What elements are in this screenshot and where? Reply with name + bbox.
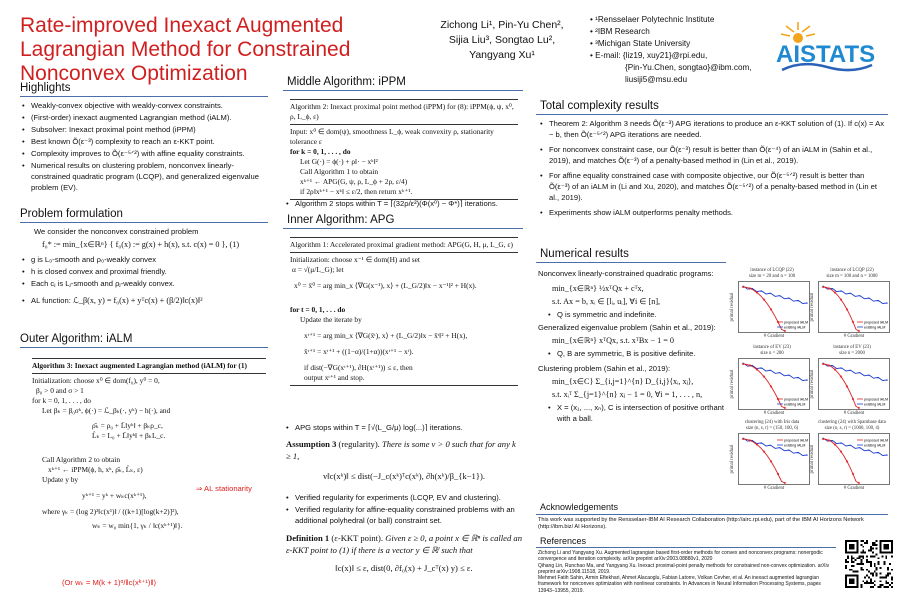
existing-ialm-line-marker: ×: [867, 295, 870, 301]
existing-ialm-line-marker: ×: [839, 440, 843, 446]
existing-ialm-line-marker: ×: [830, 285, 834, 291]
plot-caption: [812, 268, 892, 280]
rule-line: [290, 99, 518, 100]
legend-label: proposed iALM: [864, 320, 889, 325]
legend-label: existing iALM: [864, 443, 886, 448]
affiliation-item: liusiji5@msu.edu: [625, 75, 688, 84]
alg-line: xᵗ⁺¹ = arg min_x ⟨∇G(x̄ᵗ), x⟩ + (L_G/2)‖x − x̄ᵗ‖² + H(x),: [304, 331, 468, 340]
existing-ialm-line-marker: ×: [867, 447, 870, 453]
highlight-item: • Numerical results on clustering problem, nonconvex linearly-constrained quadratic program (LCQP), and generalized eigenvalue problem (EV).: [22, 160, 267, 193]
ippm-note-item: • Algorithm 2 stops within T = ⌈(32ρ/ε²)(Φ(x⁰) − Φ*)⌉ iterations.: [286, 198, 522, 209]
plot-subtitle: size m = 20 and n = 100: [748, 274, 796, 279]
author-line: Yangyang Xu¹: [469, 49, 535, 61]
aistats-logo: [772, 20, 882, 78]
ev-note: • Q, B are symmetric, B is positive definite.: [548, 348, 728, 359]
logo-lettering: AISTATS: [776, 41, 876, 68]
alg-line: Let G(·) = ϕ(·) + ρ‖· − xᵏ‖²: [300, 157, 378, 166]
plot-caption: [732, 420, 812, 432]
section-divider: [283, 228, 523, 229]
plot-x-label: # Gradient: [763, 334, 785, 339]
plot-y-label: primal residual: [810, 444, 815, 474]
definition-formula: ‖c(x)‖ ≤ ε, dist(0, ∂f₀(x) + J_cᵀ(x) y) ≤ ε.: [335, 563, 473, 573]
reference-item: Zichong Li and Yangyang Xu. Augmented lagrangian based first-order methods for convex and nonconvex programs: nonergodic convergence and iteration complexity. arXiv preprint arXiv:2003.08880v1, 2020: [538, 550, 823, 563]
poster-title: Rate-improved Inexact Augmented Lagrangian Method for Constrained Nonconvex Optimization: [20, 14, 351, 85]
convergence-plot: [738, 433, 810, 485]
clustering-heading: Clustering problem (Sahin et al., 2019):: [538, 364, 671, 373]
alg-line: Input: x⁰ ∈ dom(ψ), smoothness L_ϕ, weak convexity ρ, stationarity tolerance ε: [290, 127, 494, 146]
plot-y-label: primal residual: [730, 369, 735, 399]
alg-line: xᵏ⁺¹ ← iPPM(ϕ, h, xᵏ, ρ̂ₖ, L̂ₖ, ε): [48, 465, 143, 474]
proposed-ialm-line: [823, 287, 859, 331]
assumption-label: Assumption 3: [286, 439, 337, 449]
section-divider: [536, 114, 888, 115]
existing-ialm-line-marker: ×: [741, 283, 744, 289]
legend-label: proposed iALM: [864, 397, 889, 402]
problem-title: Problem formulation: [20, 208, 123, 220]
existing-ialm-line-marker: ×: [867, 372, 870, 378]
ev-heading: Generalized eigenvalue problem (Sahin et al., 2019):: [538, 323, 716, 332]
highlights-panel: [22, 100, 267, 194]
lcqp-note: • Q is symmetric and indefinite.: [548, 309, 728, 320]
rule-line: [290, 385, 518, 386]
lcqp-formula: min_{x∈ℝⁿ} ½xᵀQx + cᵀx,: [552, 284, 644, 293]
definition-label: Definition 1: [286, 533, 330, 543]
alg-line: yᵏ⁺¹ = yᵏ + wₖc(xᵏ⁺¹),: [82, 491, 147, 500]
numerical-title: Numerical results: [540, 248, 629, 260]
plot-x-label: # Gradient: [843, 486, 865, 491]
ack-text: This work was supported by the Rensselaer-IBM AI Research Collaboration (http://airc.rpi.edu), part of the IBM AI Horizons Network (http://ibm.biz/ AI Horizons).: [538, 517, 864, 530]
plot-legend: [857, 320, 888, 329]
plot-caption: [812, 345, 892, 357]
alg-line: x⁰ = x̄⁰ = arg min_x ⟨∇G(x⁻¹), x⟩ + (L_G/2)‖x − x⁻¹‖² + H(x).: [294, 281, 477, 290]
middle-title: Middle Algorithm: iPPM: [287, 76, 406, 88]
existing-ialm-line-marker: ×: [821, 283, 824, 289]
existing-ialm-line-marker: ×: [839, 288, 843, 294]
plot-subtitle: size (n, s, r) = (150, 100, 6): [745, 426, 799, 431]
algorithm-title: Algorithm 1: Accelerated proximal gradient method: APG(G, H, μ, L_G, ε): [290, 240, 513, 249]
existing-ialm-line-marker: ×: [821, 435, 824, 441]
section-divider: [536, 262, 726, 263]
plot-y-label: primal residual: [810, 292, 815, 322]
section-divider: [536, 547, 836, 548]
plot-legend: [777, 320, 808, 329]
alg-line: Update y by: [42, 475, 79, 484]
alg-line: Initialization: choose x⁰ ∈ dom(f₀), y⁰ = 0,: [32, 376, 160, 385]
alg-line: α = √(μ/L_G); let: [292, 265, 344, 274]
section-divider: [536, 514, 888, 515]
plot-legend: [857, 438, 888, 447]
plot-legend: [857, 397, 888, 406]
legend-label: existing iALM: [864, 402, 886, 407]
plot-subtitle: size (n, s, r) = (1000, 100, 4): [824, 426, 880, 431]
convergence-plot: [818, 281, 890, 333]
existing-ialm-line-marker: ×: [796, 297, 800, 303]
affiliation-item: • E-mail: {liz19, xuy21}@rpi.edu,: [590, 50, 765, 62]
legend-label: existing iALM: [784, 325, 806, 330]
plot-caption: [732, 345, 812, 357]
existing-ialm-line-marker: ×: [741, 360, 744, 366]
affiliation-item: • ³Michigan State University: [590, 38, 765, 50]
existing-ialm-line-marker: ×: [769, 290, 772, 296]
definition-block: [286, 532, 522, 574]
plot-title: instance of EV (23): [833, 345, 871, 350]
wk-note: (Or wₖ = M(k + 1)ᵅ/‖c(xᵏ⁺¹)‖): [62, 578, 157, 587]
plot-y-label: primal residual: [810, 369, 815, 399]
convergence-plot: [738, 281, 810, 333]
assumption-item: • Each cⱼ is Lⱼ-smooth and ρⱼ-weakly convex.: [22, 278, 268, 289]
existing-ialm-line-marker: ×: [769, 367, 772, 373]
plot-title: instance of EV (23): [753, 345, 791, 350]
convergence-plot: [818, 433, 890, 485]
existing-ialm-line-marker: ×: [858, 370, 861, 376]
alg-line: if dist(−∇G(xᵗ⁺¹), ∂H(xᵗ⁺¹)) ≤ ε, then: [304, 363, 413, 372]
reference-item: Mehmet Fatih Sahin, Armin Eftekhari, Ahmet Alacaoglu, Fabian Latorre, Volkan Cevher, et al. An inexact augmented lagrangian framework for nonconvex optimization with nonlinear constraints. In Advances in Neural Information Processing Systems, pages 13943–13955, 2019.: [538, 575, 821, 594]
clustering-constraint: s.t. xᵢᵀ Σ_{j=1}^{n} xⱼ − 1 = 0, ∀i = 1, . . . , n,: [552, 390, 703, 399]
section-divider: [20, 222, 268, 223]
plot-title: clustering (24) with Spambase data: [818, 420, 886, 425]
assumption-name: (regularity).: [338, 439, 380, 449]
algorithm-title: Algorithm 2: Inexact proximal point method (iPPM) for (8): iPPM(ϕ, ψ, x⁰, ρ, L_ϕ, ε): [290, 102, 514, 121]
legend-label: proposed iALM: [784, 438, 809, 443]
plot-y-label: primal residual: [730, 444, 735, 474]
existing-ialm-line-marker: ×: [858, 293, 861, 299]
assumption-block: [286, 438, 522, 486]
alg-line: xᵏ⁺¹ ← APG(G, ψ, ρ, L_ϕ + 2ρ, ε/4): [300, 177, 408, 186]
al-label: AL function:: [31, 296, 71, 305]
existing-ialm-line-marker: ×: [805, 452, 809, 458]
clustering-formula: min_{x∈C} Σ_{i,j=1}^{n} D_{i,j}⟨xᵢ, xⱼ⟩,: [552, 377, 694, 386]
plot-caption: [732, 268, 812, 280]
alg-line: β₀ > 0 and σ > 1: [36, 386, 84, 395]
assumption-formula: v‖c(xᵏ)‖ ≤ dist(−J_c(xᵏ)ᵀc(xᵏ), ∂h(xᵏ)/β_{k−1}).: [323, 471, 485, 481]
alg-line: wₖ = w₀ min{1, γₖ / ‖c(xᵏ⁺¹)‖}.: [92, 521, 183, 530]
assumption-text: There is some v > 0 such that for any k ≥ 1,: [286, 439, 516, 461]
lcqp-constraint: s.t. Ax = b, xᵢ ∈ [lᵢ, uᵢ], ∀i ∈ [n],: [552, 297, 661, 306]
algorithm-2-box: [286, 94, 522, 205]
rule-line: [290, 237, 518, 238]
existing-ialm-line-marker: ×: [750, 362, 754, 368]
affiliation-list: [590, 14, 765, 86]
author-line: Zichong Li¹, Pin-Yu Chen²,: [440, 19, 564, 31]
al-function: • AL function: ℒ_β(x, y) = f₀(x) + yᵀc(x) + (β/2)‖c(x)‖²: [22, 296, 203, 305]
existing-ialm-line-marker: ×: [787, 295, 790, 301]
problem-panel: [22, 226, 268, 306]
plot-subtitle: size m = 100 and n = 1000: [826, 274, 878, 279]
existing-ialm-line-marker: ×: [885, 300, 889, 306]
existing-ialm-line-marker: ×: [796, 374, 800, 380]
existing-ialm-line-marker: ×: [876, 374, 880, 380]
existing-ialm-line-marker: ×: [796, 449, 800, 455]
legend-label: existing iALM: [864, 325, 886, 330]
alg-line: L̂ₖ = L₀ + L̄‖yᵏ‖ + βₖL_c.: [92, 431, 166, 440]
highlights-title: Highlights: [20, 82, 71, 94]
al-formula: ℒ_β(x, y) = f₀(x) + yᵀc(x) + (β/2)‖c(x)‖²: [72, 296, 203, 305]
refs-list: [538, 550, 838, 594]
author-list: [427, 18, 577, 63]
complexity-item: • For affine equality constrained case with composite objective, our Õ(ε⁻⁵ᐟ²) result is better than Õ(ε⁻³) of an iALM in (Li and Xu, 2020), and matches Õ(ε⁻⁵ᐟ²) of a penalty-based method in (Lin et al., 2019).: [540, 170, 885, 203]
alg-line: for t = 0, 1, . . . do: [290, 305, 346, 314]
legend-label: existing iALM: [784, 443, 806, 448]
alg-line: x̄ᵗ⁺¹ = xᵗ⁺¹ + ((1−α)/(1+α))(xᵗ⁺¹ − xᵗ).: [304, 347, 414, 356]
plot-subtitle: size n = 200: [760, 351, 784, 356]
existing-ialm-line-marker: ×: [778, 293, 781, 299]
alg-line: ρ̂ₖ = ρ₀ + L̄‖yᵏ‖ + βₖρ_c,: [92, 421, 163, 430]
existing-ialm-line-marker: ×: [830, 437, 834, 443]
section-divider: [20, 96, 268, 97]
alg-line: Call Algorithm 1 to obtain: [300, 167, 379, 176]
existing-ialm-line-marker: ×: [778, 370, 781, 376]
apg-note: [286, 422, 522, 434]
alg-line: for k = 0, 1, . . . , do: [290, 147, 351, 156]
definition-text: Given ε ≥ 0, a point x ∈ ℝⁿ is called an ε-KKT point to (1) if there is a vector y ∈ ℝˡ such that: [286, 533, 523, 555]
convergence-plot: [738, 358, 810, 410]
existing-ialm-line-marker: ×: [741, 435, 744, 441]
alg-line: output xᵗ⁺¹ and stop.: [304, 373, 365, 382]
plot-caption: [812, 420, 892, 432]
alg-line: Initialization: choose x⁻¹ ∈ dom(H) and set: [290, 255, 420, 264]
legend-label: proposed iALM: [784, 397, 809, 402]
plot-x-label: # Gradient: [763, 486, 785, 491]
legend-label: existing iALM: [784, 402, 806, 407]
numerical-panel: [538, 268, 728, 425]
existing-ialm-line-marker: ×: [759, 288, 763, 294]
plot-y-label: primal residual: [730, 292, 735, 322]
section-divider: [283, 90, 523, 91]
alg-line: if 2ρ‖xᵏ⁺¹ − xᵏ‖ ≤ ε/2, then return xᵏ⁺¹.: [300, 187, 413, 196]
ack-title: Acknowledgements: [540, 502, 619, 512]
existing-ialm-line-marker: ×: [885, 452, 889, 458]
author-line: Sijia Liu³, Songtao Lu²,: [448, 34, 556, 46]
highlight-item: • Weakly-convex objective with weakly-convex constraints.: [22, 100, 267, 111]
plot-title: instance of LCQP (22): [830, 268, 874, 273]
ev-formula: min_{x∈ℝⁿ} xᵀQx, s.t. xᵀBx − 1 = 0: [552, 336, 675, 345]
refs-title: References: [540, 536, 587, 546]
proposed-ialm-line: [823, 364, 859, 408]
clustering-note: • X = (x₁, ..., xₙ), C is intersection of positive orthant with a ball.: [548, 402, 728, 424]
existing-ialm-line-marker: ×: [778, 445, 781, 451]
complexity-item: • Theorem 2: Algorithm 3 needs Õ(ε⁻³) APG iterations to produce an ε-KKT solution of (1). If c(x) = Ax − b, then Õ(ε⁻⁵ᐟ²) APG iterations are needed.: [540, 118, 885, 140]
assumption-item: • h is closed convex and proximal friendly.: [22, 266, 268, 277]
plot-title: clustering (24) with Iris data: [744, 420, 800, 425]
existing-ialm-line-marker: ×: [805, 300, 809, 306]
alg-line: Update the iterate by: [300, 315, 362, 324]
complexity-title: Total complexity results: [540, 100, 659, 112]
affiliation-item: {Pin-Yu.Chen, songtao}@ibm.com,: [625, 63, 752, 72]
assumption-notes: [286, 492, 522, 527]
rule-line: [32, 373, 266, 374]
rule-line: [290, 124, 518, 125]
algorithm-title: Algorithm 3: Inexact augmented Lagrangian method (iALM) for (1): [32, 361, 247, 370]
complexity-panel: [540, 118, 885, 219]
alg-line: Let βₖ = β₀σᵏ, ϕ(·) = ℒ_βₖ(·, yᵏ) − h(·), and: [42, 406, 171, 415]
existing-ialm-line-marker: ×: [787, 372, 790, 378]
existing-ialm-line-marker: ×: [858, 445, 861, 451]
existing-ialm-line-marker: ×: [839, 365, 843, 371]
lcqp-heading: Nonconvex linearly-constrained quadratic programs:: [538, 269, 714, 278]
section-divider: [20, 347, 268, 348]
convergence-plot: [818, 358, 890, 410]
plot-x-label: # Gradient: [763, 411, 785, 416]
plot-x-label: # Gradient: [843, 411, 865, 416]
existing-ialm-line-marker: ×: [759, 365, 763, 371]
existing-ialm-line-marker: ×: [830, 362, 834, 368]
existing-ialm-line-marker: ×: [769, 442, 772, 448]
ippm-note: [286, 198, 522, 210]
inner-title: Inner Algorithm: APG: [287, 214, 395, 226]
highlight-item: • Best known Õ(ε⁻³) complexity to reach an ε-KKT point.: [22, 136, 267, 147]
affiliation-item: • ¹Rensselaer Polytechnic Institute: [590, 14, 765, 26]
existing-ialm-line-marker: ×: [787, 447, 790, 453]
existing-ialm-line-marker: ×: [885, 377, 889, 383]
existing-ialm-line-marker: ×: [849, 367, 852, 373]
existing-ialm-line-marker: ×: [821, 360, 824, 366]
assumption-note: • Verified regularity for affine-equality constrained problems with an additional polyhedral (or ball) constraint set.: [286, 504, 522, 526]
problem-formula: f₀* := min_{x∈ℝⁿ} { f₀(x) := g(x) + h(x), s.t. c(x) = 0 }, (1): [42, 240, 240, 249]
assumption-note: • Verified regularity for experiments (LCQP, EV and clustering).: [286, 492, 522, 503]
alg-line: for k = 0, 1, . . . , do: [32, 396, 91, 405]
algorithm-3-box: [28, 353, 270, 587]
legend-label: proposed iALM: [864, 438, 889, 443]
complexity-item: • For nonconvex constraint case, our Õ(ε⁻³) result is better than Õ(ε⁻⁴) of an iALM in (Sahin et al., 2019), and matches Õ(ε⁻³) of a penalty-based method in (Lin et al., 2019).: [540, 144, 885, 166]
complexity-item: • Experiments show iALM outperforms penalty methods.: [540, 207, 885, 218]
rule-line: [32, 358, 266, 359]
apg-note-item: • APG stops within T = ⌈√(L_G/μ) log(...)⌉ iterations.: [286, 422, 522, 433]
existing-ialm-line-marker: ×: [876, 297, 880, 303]
plot-subtitle: size n = 2000: [839, 351, 865, 356]
proposed-ialm-line: [823, 439, 859, 483]
existing-ialm-line-marker: ×: [750, 285, 754, 291]
plot-title: instance of LCQP (22): [750, 268, 794, 273]
existing-ialm-line-marker: ×: [876, 449, 880, 455]
highlight-item: • (First-order) inexact augmented Lagrangian method (iALM).: [22, 112, 267, 123]
existing-ialm-line-marker: ×: [759, 440, 763, 446]
assumption-item: • g is L₀-smooth and ρ₀-weakly convex: [22, 254, 268, 265]
problem-intro: We consider the nonconvex constrained problem: [34, 227, 199, 236]
existing-ialm-line-marker: ×: [849, 442, 852, 448]
qr-code: [845, 540, 893, 588]
definition-name: (ε-KKT point).: [331, 533, 384, 543]
existing-ialm-line-marker: ×: [849, 290, 852, 296]
plot-legend: [777, 438, 808, 447]
plot-legend: [777, 397, 808, 406]
affiliation-item: • ²IBM Research: [590, 26, 765, 38]
rule-line: [290, 252, 518, 253]
outer-title: Outer Algorithm: iALM: [20, 333, 133, 345]
alg-line: Call Algorithm 2 to obtain: [42, 455, 121, 464]
alg-line: where γₖ = (log 2)²‖c(x¹)‖ / ((k+1)[log(k+2)]²),: [42, 507, 179, 516]
legend-label: proposed iALM: [784, 320, 809, 325]
plot-x-label: # Gradient: [843, 334, 865, 339]
existing-ialm-line-marker: ×: [805, 377, 809, 383]
existing-ialm-line-marker: ×: [750, 437, 754, 443]
reference-item: Qihang Lin, Runchao Ma, and Yangyang Xu. Inexact proximal-point penalty methods for constrained non-convex optimization. arXiv preprint arXiv:1908.11518, 2019.: [538, 562, 830, 575]
highlight-item: • Subsolver: Inexact proximal point method (iPPM): [22, 124, 267, 135]
algorithm-1-box: [286, 232, 522, 391]
stationarity-note: ⇒ AL stationarity: [196, 484, 252, 493]
highlight-item: • Complexity improves to Õ(ε⁻⁵ᐟ²) with affine equality constraints.: [22, 148, 267, 159]
